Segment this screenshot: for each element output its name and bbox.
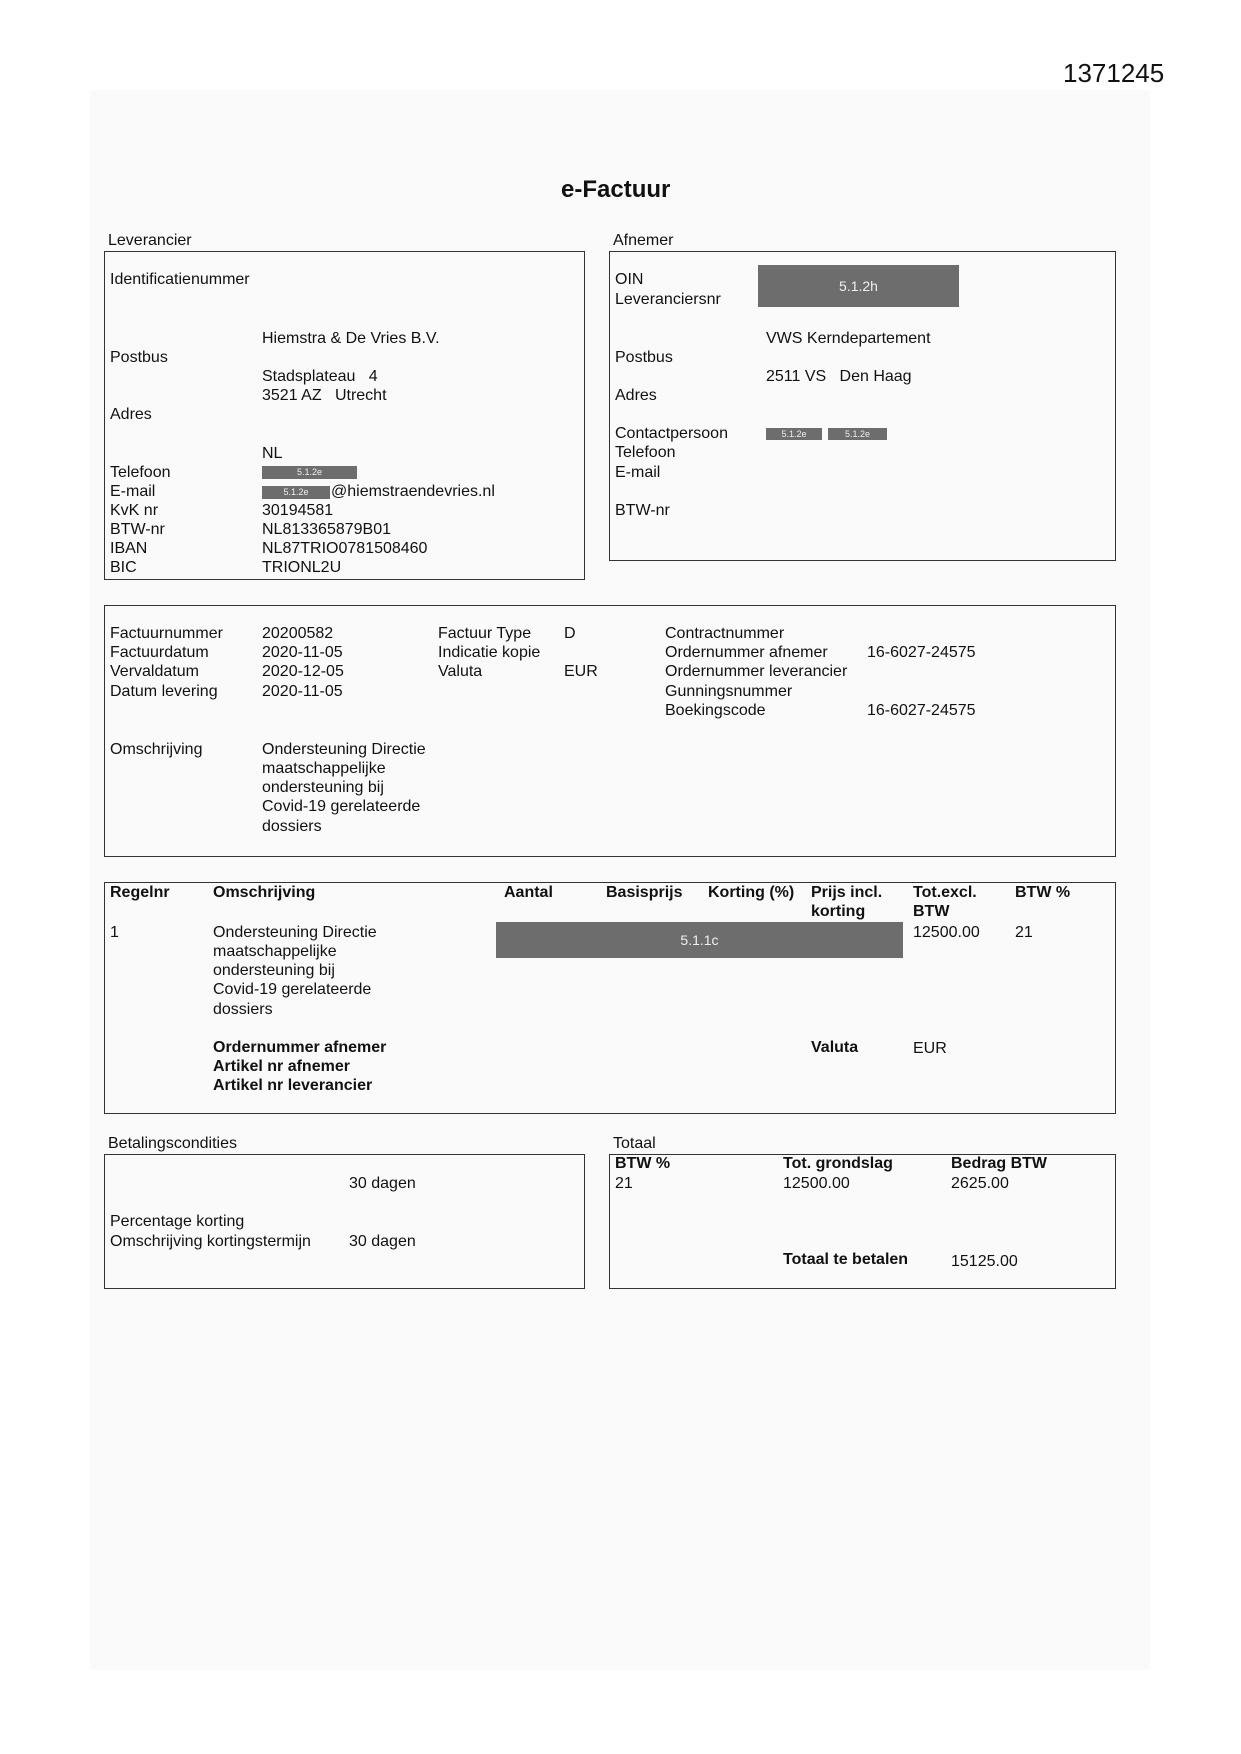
invoice-info-box (104, 605, 1116, 857)
customer-contact-label: Contactpersoon (615, 425, 728, 442)
document-number: 1371245 (1063, 58, 1165, 88)
invoice-due: 2020-12-05 (262, 663, 344, 680)
total-due: 15125.00 (951, 1253, 1018, 1270)
total-due-label: Totaal te betalen (783, 1251, 909, 1268)
customer-phone-label: Telefoon (615, 444, 676, 461)
customer-postbus-label: Postbus (615, 349, 673, 366)
contract-number-label: Contractnummer (665, 625, 785, 642)
discount-percentage-label: Percentage korting (110, 1213, 245, 1230)
supplier-id-label: Identificatienummer (110, 271, 250, 288)
supplier-btw: NL813365879B01 (262, 521, 392, 538)
row-description-line: Ondersteuning Directie (213, 924, 377, 941)
totals-header-base: Tot. grondslag (783, 1155, 893, 1172)
invoice-date-label: Factuurdatum (110, 644, 209, 661)
supplier-postbus-label: Postbus (110, 349, 168, 366)
totals-header-amount: Bedrag BTW (951, 1155, 1047, 1172)
customer-contact-redaction-2: 5.1.2e (828, 428, 887, 440)
row-price-redaction: 5.1.1c (496, 922, 903, 958)
col-header-quantity: Aantal (504, 884, 553, 901)
invoice-delivery: 2020-11-05 (262, 683, 343, 700)
order-customer: 16-6027-24575 (867, 644, 976, 661)
customer-oin-label: OIN (615, 271, 644, 288)
col-header-price-incl: Prijs incl. (811, 884, 883, 901)
supplier-bic-label: BIC (110, 559, 137, 576)
row-total-excl: 12500.00 (913, 924, 980, 941)
invoice-due-label: Vervaldatum (110, 663, 199, 680)
footer-valuta-label: Valuta (811, 1039, 859, 1056)
supplier-city: 3521 AZ Utrecht (262, 387, 387, 404)
payment-term: 30 dagen (349, 1175, 416, 1192)
invoice-type: D (564, 625, 576, 642)
supplier-kvk-label: KvK nr (110, 502, 159, 519)
supplier-kvk: 30194581 (262, 502, 334, 519)
supplier-iban: NL87TRIO0781508460 (262, 540, 428, 557)
col-header-base-price: Basisprijs (606, 884, 683, 901)
customer-contact-redaction-1: 5.1.2e (766, 428, 822, 440)
totals-base: 12500.00 (783, 1175, 850, 1192)
discount-term: 30 dagen (349, 1233, 416, 1250)
totals-header-vat: BTW % (615, 1155, 671, 1172)
invoice-description-label: Omschrijving (110, 741, 203, 758)
supplier-street: Stadsplateau 4 (262, 368, 378, 385)
totals-amount: 2625.00 (951, 1175, 1009, 1192)
invoice-number-label: Factuurnummer (110, 625, 223, 642)
supplier-country: NL (262, 445, 283, 462)
customer-city: 2511 VS Den Haag (766, 368, 912, 385)
supplier-phone-label: Telefoon (110, 464, 171, 481)
supplier-btw-label: BTW-nr (110, 521, 165, 538)
invoice-description-line: Covid-19 gerelateerde (262, 798, 421, 815)
supplier-bic: TRIONL2U (262, 559, 342, 576)
supplier-email-redaction: 5.1.2e (262, 486, 330, 499)
customer-section-title: Afnemer (613, 232, 674, 249)
row-description-line: ondersteuning bij (213, 962, 335, 979)
row-vat: 21 (1015, 924, 1033, 941)
invoice-date: 2020-11-05 (262, 644, 343, 661)
invoice-number: 20200582 (262, 625, 334, 642)
footer-label-order-customer: Ordernummer afnemer (213, 1039, 387, 1056)
totals-section-title: Totaal (613, 1135, 656, 1152)
customer-supplier-nr-label: Leveranciersnr (615, 291, 721, 308)
invoice-type-label: Factuur Type (438, 625, 532, 642)
invoice-description-line: ondersteuning bij (262, 779, 384, 796)
footer-valuta-value: EUR (913, 1040, 947, 1057)
supplier-email-domain: @hiemstraendevries.nl (331, 483, 495, 500)
row-description-line: Covid-19 gerelateerde (213, 981, 372, 998)
order-supplier-label: Ordernummer leverancier (665, 663, 848, 680)
invoice-currency-label: Valuta (438, 663, 483, 680)
footer-label-article-customer: Artikel nr afnemer (213, 1058, 350, 1075)
supplier-adres-label: Adres (110, 406, 152, 423)
col-header-total-excl: Tot.excl. (913, 884, 977, 901)
customer-name: VWS Kerndepartement (766, 330, 931, 347)
col-header-total-excl-2: BTW (913, 903, 950, 920)
page-title: e-Factuur (561, 176, 671, 203)
row-description-line: maatschappelijke (213, 943, 337, 960)
row-description-line: dossiers (213, 1001, 273, 1018)
invoice-delivery-label: Datum levering (110, 683, 218, 700)
supplier-name: Hiemstra & De Vries B.V. (262, 330, 440, 347)
supplier-iban-label: IBAN (110, 540, 148, 557)
col-header-nr: Regelnr (110, 884, 170, 901)
booking-code: 16-6027-24575 (867, 702, 976, 719)
col-header-price-incl-2: korting (811, 903, 866, 920)
totals-vat: 21 (615, 1175, 633, 1192)
booking-code-label: Boekingscode (665, 702, 766, 719)
invoice-copy-label: Indicatie kopie (438, 644, 541, 661)
supplier-section-title: Leverancier (108, 232, 192, 249)
invoice-currency: EUR (564, 663, 598, 680)
customer-email-label: E-mail (615, 464, 661, 481)
payment-section-title: Betalingscondities (108, 1135, 237, 1152)
discount-term-label: Omschrijving kortingstermijn (110, 1233, 311, 1250)
invoice-description-line: dossiers (262, 818, 322, 835)
col-header-discount: Korting (%) (708, 884, 795, 901)
supplier-phone-redaction: 5.1.2e (262, 466, 357, 479)
col-header-vat: BTW % (1015, 884, 1071, 901)
invoice-description-line: maatschappelijke (262, 760, 386, 777)
invoice-description-line: Ondersteuning Directie (262, 741, 426, 758)
order-customer-label: Ordernummer afnemer (665, 644, 828, 661)
customer-btw-label: BTW-nr (615, 502, 670, 519)
award-number-label: Gunningsnummer (665, 683, 793, 700)
row-nr: 1 (110, 924, 119, 941)
col-header-description: Omschrijving (213, 884, 316, 901)
footer-label-article-supplier: Artikel nr leverancier (213, 1077, 373, 1094)
customer-oin-redaction: 5.1.2h (758, 265, 959, 307)
supplier-email-label: E-mail (110, 483, 156, 500)
customer-adres-label: Adres (615, 387, 657, 404)
